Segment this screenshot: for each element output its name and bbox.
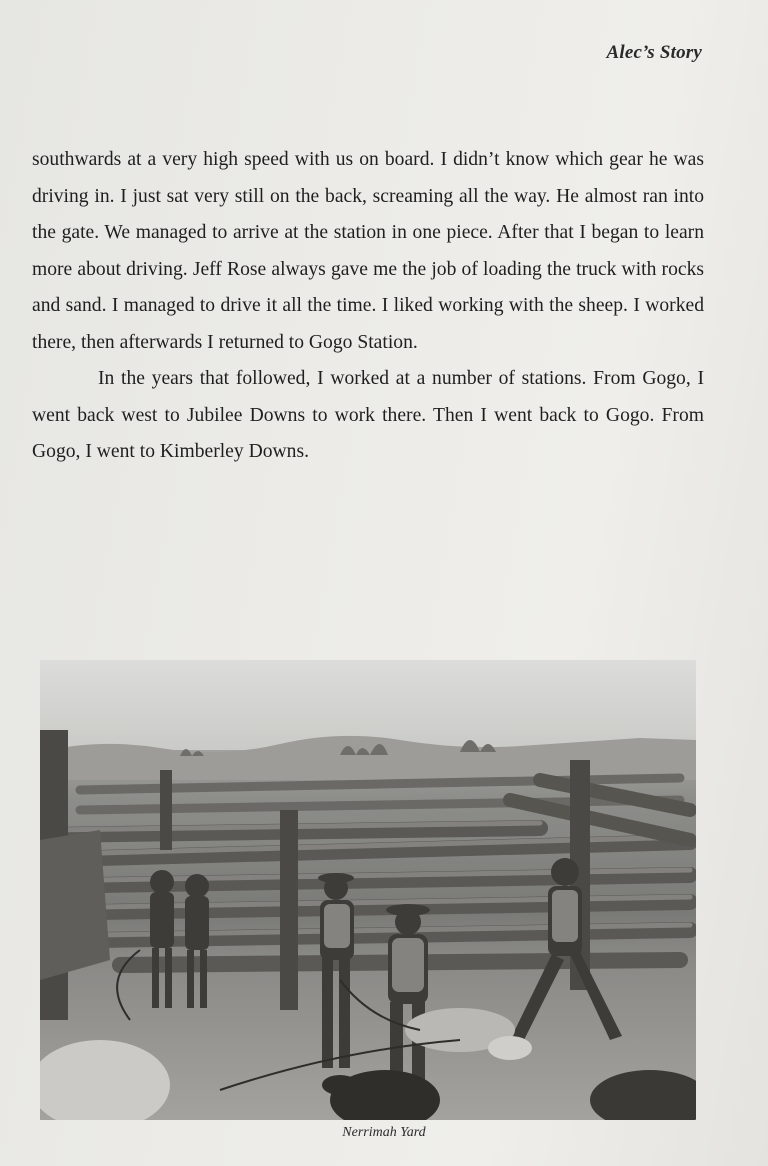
photo-caption: Nerrimah Yard — [342, 1125, 426, 1140]
stockyard-photo — [40, 660, 696, 1120]
paragraph-2: In the years that followed, I worked at a number of stations. From Gogo, I went back west to Jubilee Downs to work there. Then I went back to Gogo. From Gogo, I went to Kimberley Downs. — [32, 368, 704, 462]
running-head-title: Alec’s Story — [606, 42, 702, 63]
body-text — [32, 142, 704, 471]
paragraph-1: southwards at a very high speed with us on board. I didn’t know which gear he was driving in. I just sat very still on the back, screaming all the way. He almost ran into the gate. We managed to arrive at the station in one piece. After that I began to learn more about driving. Jeff Rose always gave me the job of loading the truck with rocks and sand. I managed to drive it all the time. I liked working with the sheep. I worked there, then afterwards I returned to Gogo Station. — [32, 149, 704, 353]
stockyard-photo-icon — [40, 660, 696, 1120]
